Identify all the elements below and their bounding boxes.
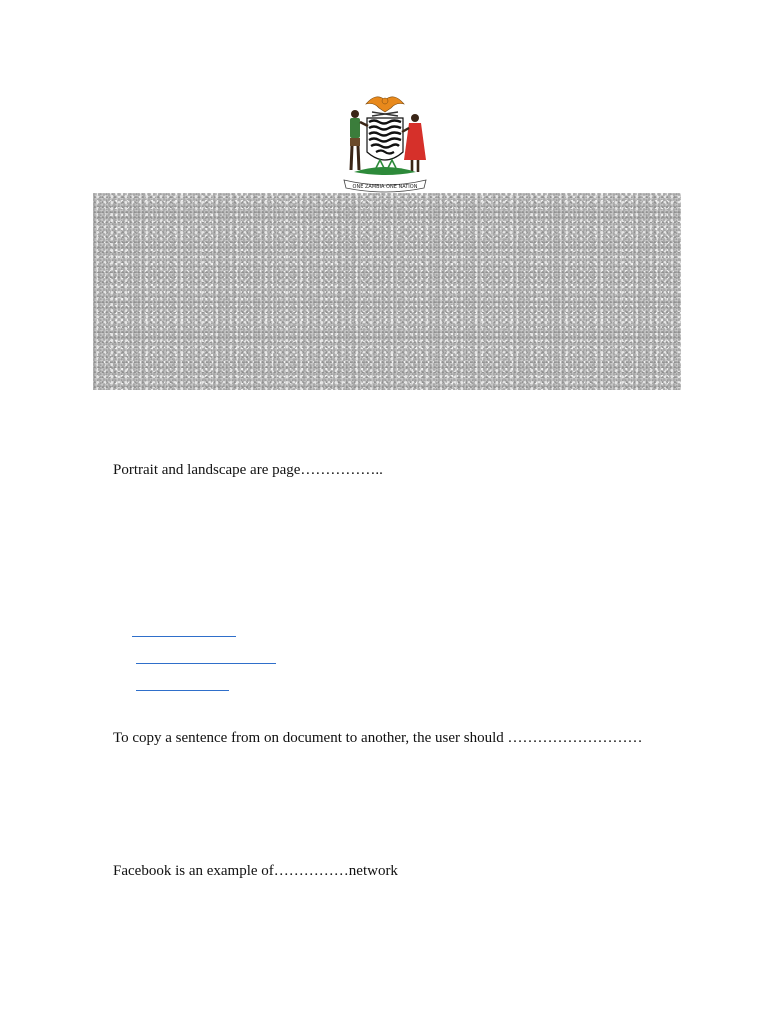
motto-text: ONE ZAMBIA ONE NATION bbox=[352, 184, 418, 190]
question-3: Facebook is an example of……………network bbox=[113, 863, 398, 879]
noise-banner-image bbox=[93, 193, 681, 390]
answer-link-3[interactable] bbox=[136, 690, 229, 691]
answer-link-1[interactable] bbox=[132, 636, 236, 637]
zambia-coat-of-arms-icon bbox=[336, 90, 434, 194]
question-2: To copy a sentence from on document to another, the user should ……………………… bbox=[113, 730, 643, 746]
answer-link-2[interactable] bbox=[136, 663, 276, 664]
question-1: Portrait and landscape are page…………….. bbox=[113, 462, 383, 478]
